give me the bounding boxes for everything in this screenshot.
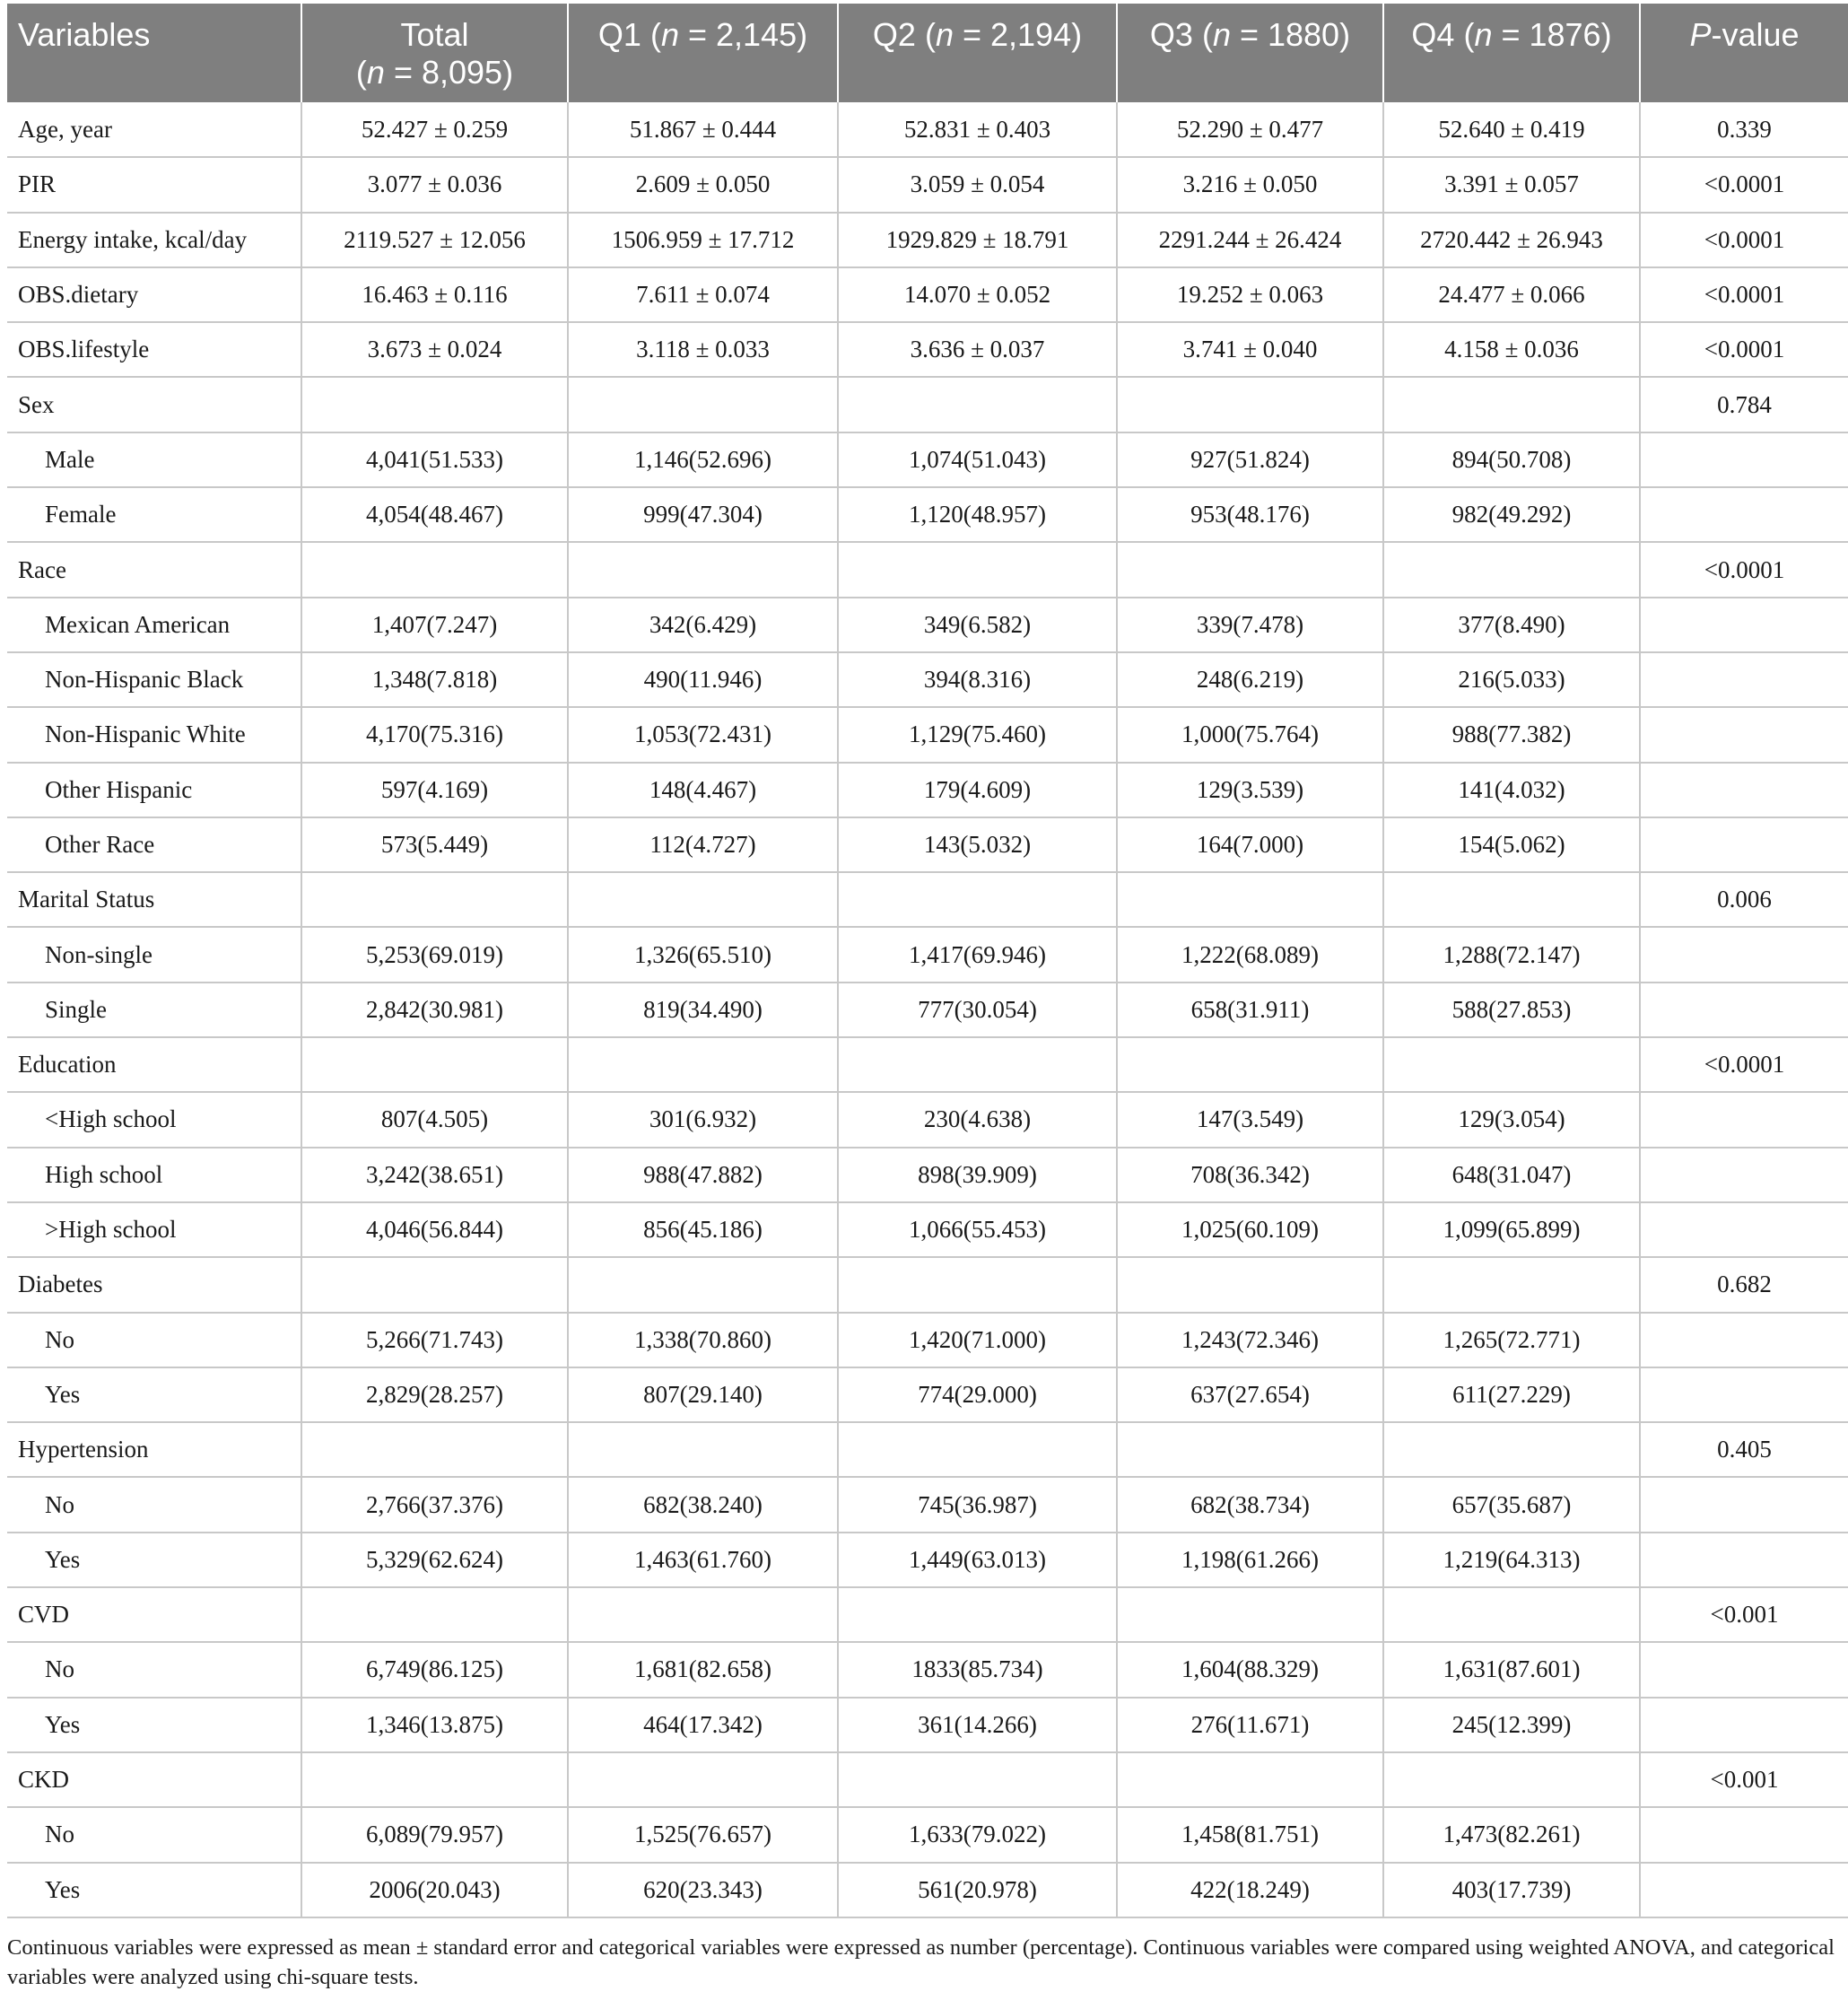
cell-q2: 1,074(51.043) xyxy=(838,432,1117,487)
cell-total xyxy=(301,377,568,432)
row-sublabel: No xyxy=(7,1642,301,1697)
cell-pvalue: <0.0001 xyxy=(1640,542,1848,597)
cell-total: 5,266(71.743) xyxy=(301,1313,568,1367)
cell-q1 xyxy=(568,1752,838,1807)
cell-q2: 1833(85.734) xyxy=(838,1642,1117,1697)
cell-q1: 1,338(70.860) xyxy=(568,1313,838,1367)
cell-q1 xyxy=(568,1037,838,1092)
cell-total: 2,829(28.257) xyxy=(301,1367,568,1422)
table-row xyxy=(7,1642,1848,1697)
row-label: CKD xyxy=(7,1752,301,1807)
cell-q4 xyxy=(1383,1587,1640,1642)
cell-q3: 1,604(88.329) xyxy=(1117,1642,1383,1697)
cell-pvalue xyxy=(1640,983,1848,1037)
header-q2 xyxy=(838,4,1117,102)
table-row xyxy=(7,1092,1848,1147)
cell-total: 597(4.169) xyxy=(301,763,568,817)
cell-q2: 230(4.638) xyxy=(838,1092,1117,1147)
header-q4-pre: Q4 ( xyxy=(1411,16,1475,53)
cell-q1 xyxy=(568,377,838,432)
row-sublabel: Yes xyxy=(7,1367,301,1422)
cell-q4 xyxy=(1383,542,1640,597)
table-row xyxy=(7,102,1848,157)
cell-q4: 141(4.032) xyxy=(1383,763,1640,817)
cell-pvalue xyxy=(1640,598,1848,652)
cell-pvalue xyxy=(1640,1313,1848,1367)
row-label: PIR xyxy=(7,157,301,212)
row-label: Marital Status xyxy=(7,872,301,927)
cell-q2 xyxy=(838,1257,1117,1312)
cell-q1 xyxy=(568,872,838,927)
cell-pvalue: <0.0001 xyxy=(1640,157,1848,212)
cell-q4: 982(49.292) xyxy=(1383,487,1640,542)
header-q2-post: = 2,194) xyxy=(953,16,1083,53)
cell-q3 xyxy=(1117,377,1383,432)
cell-q4: 24.477 ± 0.066 xyxy=(1383,267,1640,322)
table-row xyxy=(7,1037,1848,1092)
cell-q4 xyxy=(1383,872,1640,927)
row-sublabel: <High school xyxy=(7,1092,301,1147)
cell-q4: 1,473(82.261) xyxy=(1383,1807,1640,1862)
table-body xyxy=(7,102,1848,1917)
header-q4-post: = 1876) xyxy=(1492,16,1612,53)
cell-q3: 276(11.671) xyxy=(1117,1698,1383,1752)
cell-q2: 774(29.000) xyxy=(838,1367,1117,1422)
row-label: Race xyxy=(7,542,301,597)
header-q4-n-var: n xyxy=(1474,16,1493,53)
cell-total: 4,170(75.316) xyxy=(301,707,568,762)
cell-q3 xyxy=(1117,1037,1383,1092)
row-sublabel: >High school xyxy=(7,1202,301,1257)
cell-q2: 361(14.266) xyxy=(838,1698,1117,1752)
cell-total: 2,766(37.376) xyxy=(301,1477,568,1532)
table-row xyxy=(7,652,1848,707)
cell-total xyxy=(301,1587,568,1642)
cell-pvalue: <0.001 xyxy=(1640,1752,1848,1807)
cell-q3: 658(31.911) xyxy=(1117,983,1383,1037)
cell-pvalue xyxy=(1640,1863,1848,1917)
cell-q2: 52.831 ± 0.403 xyxy=(838,102,1117,157)
cell-q4: 3.391 ± 0.057 xyxy=(1383,157,1640,212)
cell-total: 1,348(7.818) xyxy=(301,652,568,707)
cell-q3: 637(27.654) xyxy=(1117,1367,1383,1422)
cell-q4: 154(5.062) xyxy=(1383,817,1640,872)
cell-total: 573(5.449) xyxy=(301,817,568,872)
row-sublabel: Female xyxy=(7,487,301,542)
cell-q4: 988(77.382) xyxy=(1383,707,1640,762)
cell-q4 xyxy=(1383,377,1640,432)
cell-pvalue xyxy=(1640,1148,1848,1202)
cell-q1: 988(47.882) xyxy=(568,1148,838,1202)
table-row xyxy=(7,1587,1848,1642)
cell-q2: 898(39.909) xyxy=(838,1148,1117,1202)
cell-total: 6,749(86.125) xyxy=(301,1642,568,1697)
cell-pvalue: <0.0001 xyxy=(1640,213,1848,267)
cell-q4: 894(50.708) xyxy=(1383,432,1640,487)
cell-q4: 657(35.687) xyxy=(1383,1477,1640,1532)
cell-q1: 1,525(76.657) xyxy=(568,1807,838,1862)
row-sublabel: Non-Hispanic White xyxy=(7,707,301,762)
cell-q3 xyxy=(1117,1257,1383,1312)
header-q3 xyxy=(1117,4,1383,102)
header-total-n-suffix: = 8,095) xyxy=(384,54,514,91)
cell-q2 xyxy=(838,1587,1117,1642)
cell-pvalue xyxy=(1640,652,1848,707)
cell-total: 3.077 ± 0.036 xyxy=(301,157,568,212)
header-variables: Variables xyxy=(7,4,301,102)
table-row xyxy=(7,1698,1848,1752)
cell-q3: 248(6.219) xyxy=(1117,652,1383,707)
cell-q4: 588(27.853) xyxy=(1383,983,1640,1037)
cell-q2 xyxy=(838,1752,1117,1807)
cell-q1: 856(45.186) xyxy=(568,1202,838,1257)
row-sublabel: No xyxy=(7,1313,301,1367)
table-row xyxy=(7,1807,1848,1862)
cell-q1: 807(29.140) xyxy=(568,1367,838,1422)
table-row xyxy=(7,817,1848,872)
cell-total: 52.427 ± 0.259 xyxy=(301,102,568,157)
cell-q1: 682(38.240) xyxy=(568,1477,838,1532)
table-row xyxy=(7,763,1848,817)
cell-pvalue xyxy=(1640,1533,1848,1587)
cell-q2: 1,066(55.453) xyxy=(838,1202,1117,1257)
table-row xyxy=(7,1202,1848,1257)
cell-total: 3.673 ± 0.024 xyxy=(301,322,568,377)
row-label: Hypertension xyxy=(7,1422,301,1477)
cell-q3: 164(7.000) xyxy=(1117,817,1383,872)
cell-total: 4,054(48.467) xyxy=(301,487,568,542)
row-sublabel: Non-Hispanic Black xyxy=(7,652,301,707)
row-label: OBS.dietary xyxy=(7,267,301,322)
cell-q4 xyxy=(1383,1257,1640,1312)
header-q2-n-var: n xyxy=(935,16,954,53)
cell-q1: 1,463(61.760) xyxy=(568,1533,838,1587)
cell-total: 2006(20.043) xyxy=(301,1863,568,1917)
table-row xyxy=(7,1422,1848,1477)
cell-total xyxy=(301,1037,568,1092)
row-sublabel: No xyxy=(7,1477,301,1532)
cell-q3: 422(18.249) xyxy=(1117,1863,1383,1917)
table-row xyxy=(7,377,1848,432)
cell-total: 2,842(30.981) xyxy=(301,983,568,1037)
cell-q1 xyxy=(568,1257,838,1312)
row-label: Age, year xyxy=(7,102,301,157)
cell-q3: 129(3.539) xyxy=(1117,763,1383,817)
table-row xyxy=(7,267,1848,322)
header-total-line1: Total xyxy=(400,16,469,53)
header-total xyxy=(301,4,568,102)
cell-q4: 1,265(72.771) xyxy=(1383,1313,1640,1367)
cell-pvalue: 0.784 xyxy=(1640,377,1848,432)
cell-total: 2119.527 ± 12.056 xyxy=(301,213,568,267)
cell-pvalue xyxy=(1640,1367,1848,1422)
header-total-n-var: n xyxy=(366,54,385,91)
table-row xyxy=(7,1313,1848,1367)
cell-total: 16.463 ± 0.116 xyxy=(301,267,568,322)
row-sublabel: Yes xyxy=(7,1698,301,1752)
cell-pvalue: 0.006 xyxy=(1640,872,1848,927)
cell-q1: 1,681(82.658) xyxy=(568,1642,838,1697)
cell-q1: 490(11.946) xyxy=(568,652,838,707)
cell-total xyxy=(301,872,568,927)
cell-pvalue xyxy=(1640,817,1848,872)
baseline-characteristics-table xyxy=(7,4,1848,1918)
table-header xyxy=(7,4,1848,102)
cell-total xyxy=(301,1422,568,1477)
row-sublabel: Yes xyxy=(7,1533,301,1587)
table-row xyxy=(7,927,1848,982)
row-sublabel: Mexican American xyxy=(7,598,301,652)
table-row xyxy=(7,157,1848,212)
cell-q3: 953(48.176) xyxy=(1117,487,1383,542)
cell-q3: 2291.244 ± 26.424 xyxy=(1117,213,1383,267)
table-row xyxy=(7,487,1848,542)
header-row xyxy=(7,4,1848,102)
cell-q2: 3.059 ± 0.054 xyxy=(838,157,1117,212)
row-sublabel: Male xyxy=(7,432,301,487)
cell-q4: 4.158 ± 0.036 xyxy=(1383,322,1640,377)
table-row xyxy=(7,983,1848,1037)
row-label: OBS.lifestyle xyxy=(7,322,301,377)
cell-q3: 19.252 ± 0.063 xyxy=(1117,267,1383,322)
cell-q4: 1,288(72.147) xyxy=(1383,927,1640,982)
cell-q3 xyxy=(1117,872,1383,927)
cell-q3: 1,025(60.109) xyxy=(1117,1202,1383,1257)
cell-q1 xyxy=(568,542,838,597)
cell-q3: 147(3.549) xyxy=(1117,1092,1383,1147)
header-q2-pre: Q2 ( xyxy=(872,16,936,53)
cell-q2: 745(36.987) xyxy=(838,1477,1117,1532)
cell-q3: 3.216 ± 0.050 xyxy=(1117,157,1383,212)
cell-q2: 1,120(48.957) xyxy=(838,487,1117,542)
cell-q2: 1,633(79.022) xyxy=(838,1807,1117,1862)
header-q3-pre: Q3 ( xyxy=(1149,16,1213,53)
cell-q2: 1,449(63.013) xyxy=(838,1533,1117,1587)
cell-total: 807(4.505) xyxy=(301,1092,568,1147)
table-row xyxy=(7,707,1848,762)
cell-q1: 464(17.342) xyxy=(568,1698,838,1752)
cell-pvalue xyxy=(1640,707,1848,762)
cell-pvalue: 0.682 xyxy=(1640,1257,1848,1312)
cell-q4: 216(5.033) xyxy=(1383,652,1640,707)
cell-q3: 927(51.824) xyxy=(1117,432,1383,487)
cell-q4: 52.640 ± 0.419 xyxy=(1383,102,1640,157)
cell-q3 xyxy=(1117,542,1383,597)
row-sublabel: Other Race xyxy=(7,817,301,872)
cell-total: 6,089(79.957) xyxy=(301,1807,568,1862)
cell-total: 5,329(62.624) xyxy=(301,1533,568,1587)
cell-q1 xyxy=(568,1422,838,1477)
cell-pvalue: <0.0001 xyxy=(1640,322,1848,377)
row-sublabel: Non-single xyxy=(7,927,301,982)
cell-q2 xyxy=(838,1037,1117,1092)
cell-total xyxy=(301,1257,568,1312)
cell-q4: 648(31.047) xyxy=(1383,1148,1640,1202)
cell-q4: 245(12.399) xyxy=(1383,1698,1640,1752)
cell-q4 xyxy=(1383,1422,1640,1477)
header-q3-post: = 1880) xyxy=(1230,16,1351,53)
cell-pvalue xyxy=(1640,1807,1848,1862)
cell-q1: 2.609 ± 0.050 xyxy=(568,157,838,212)
cell-q4: 1,099(65.899) xyxy=(1383,1202,1640,1257)
cell-q4: 129(3.054) xyxy=(1383,1092,1640,1147)
cell-q1: 3.118 ± 0.033 xyxy=(568,322,838,377)
cell-pvalue xyxy=(1640,1202,1848,1257)
cell-q4: 377(8.490) xyxy=(1383,598,1640,652)
cell-q3 xyxy=(1117,1587,1383,1642)
table-row xyxy=(7,1533,1848,1587)
cell-q3: 1,243(72.346) xyxy=(1117,1313,1383,1367)
header-pvalue xyxy=(1640,4,1848,102)
cell-q2: 3.636 ± 0.037 xyxy=(838,322,1117,377)
cell-pvalue xyxy=(1640,432,1848,487)
cell-total: 3,242(38.651) xyxy=(301,1148,568,1202)
table-row xyxy=(7,598,1848,652)
cell-pvalue: <0.001 xyxy=(1640,1587,1848,1642)
cell-q1: 1,326(65.510) xyxy=(568,927,838,982)
header-q1-n-var: n xyxy=(660,16,679,53)
cell-total: 1,407(7.247) xyxy=(301,598,568,652)
header-total-line2 xyxy=(311,54,558,92)
header-pvalue-p: P xyxy=(1689,16,1712,53)
cell-q2 xyxy=(838,1422,1117,1477)
table-row xyxy=(7,213,1848,267)
cell-pvalue: 0.339 xyxy=(1640,102,1848,157)
table-row xyxy=(7,1257,1848,1312)
cell-q2 xyxy=(838,377,1117,432)
cell-q4: 1,631(87.601) xyxy=(1383,1642,1640,1697)
table-row xyxy=(7,1148,1848,1202)
cell-q1: 1,053(72.431) xyxy=(568,707,838,762)
cell-pvalue xyxy=(1640,763,1848,817)
cell-q3: 339(7.478) xyxy=(1117,598,1383,652)
cell-q1 xyxy=(568,1587,838,1642)
cell-q2: 179(4.609) xyxy=(838,763,1117,817)
cell-q2: 394(8.316) xyxy=(838,652,1117,707)
cell-q3: 708(36.342) xyxy=(1117,1148,1383,1202)
cell-q3: 1,000(75.764) xyxy=(1117,707,1383,762)
table-row xyxy=(7,872,1848,927)
cell-pvalue: 0.405 xyxy=(1640,1422,1848,1477)
cell-q2: 1,420(71.000) xyxy=(838,1313,1117,1367)
cell-q3: 1,222(68.089) xyxy=(1117,927,1383,982)
cell-pvalue xyxy=(1640,1698,1848,1752)
row-sublabel: Other Hispanic xyxy=(7,763,301,817)
cell-total: 5,253(69.019) xyxy=(301,927,568,982)
cell-pvalue xyxy=(1640,1092,1848,1147)
cell-q2: 777(30.054) xyxy=(838,983,1117,1037)
row-sublabel: No xyxy=(7,1807,301,1862)
row-sublabel: Single xyxy=(7,983,301,1037)
row-label: Energy intake, kcal/day xyxy=(7,213,301,267)
cell-q3 xyxy=(1117,1752,1383,1807)
cell-q2: 1,417(69.946) xyxy=(838,927,1117,982)
cell-q3: 682(38.734) xyxy=(1117,1477,1383,1532)
cell-pvalue: <0.0001 xyxy=(1640,1037,1848,1092)
cell-pvalue xyxy=(1640,487,1848,542)
cell-pvalue xyxy=(1640,1642,1848,1697)
cell-pvalue xyxy=(1640,927,1848,982)
header-q3-n-var: n xyxy=(1212,16,1231,53)
cell-total xyxy=(301,542,568,597)
header-q4 xyxy=(1383,4,1640,102)
cell-q4 xyxy=(1383,1752,1640,1807)
cell-q4: 403(17.739) xyxy=(1383,1863,1640,1917)
cell-total: 4,041(51.533) xyxy=(301,432,568,487)
cell-q3: 1,458(81.751) xyxy=(1117,1807,1383,1862)
cell-pvalue xyxy=(1640,1477,1848,1532)
cell-q2: 14.070 ± 0.052 xyxy=(838,267,1117,322)
cell-q1: 1,146(52.696) xyxy=(568,432,838,487)
cell-q1: 620(23.343) xyxy=(568,1863,838,1917)
cell-q4: 611(27.229) xyxy=(1383,1367,1640,1422)
cell-total xyxy=(301,1752,568,1807)
table-row xyxy=(7,432,1848,487)
cell-q1: 51.867 ± 0.444 xyxy=(568,102,838,157)
cell-q1: 7.611 ± 0.074 xyxy=(568,267,838,322)
cell-q4: 1,219(64.313) xyxy=(1383,1533,1640,1587)
cell-q2 xyxy=(838,542,1117,597)
row-label: Diabetes xyxy=(7,1257,301,1312)
header-q1 xyxy=(568,4,838,102)
cell-q1: 148(4.467) xyxy=(568,763,838,817)
header-total-n-prefix: ( xyxy=(355,54,367,91)
cell-q1: 301(6.932) xyxy=(568,1092,838,1147)
cell-q4: 2720.442 ± 26.943 xyxy=(1383,213,1640,267)
cell-pvalue: <0.0001 xyxy=(1640,267,1848,322)
cell-q3: 3.741 ± 0.040 xyxy=(1117,322,1383,377)
cell-q1: 1506.959 ± 17.712 xyxy=(568,213,838,267)
cell-q1: 999(47.304) xyxy=(568,487,838,542)
cell-q2: 143(5.032) xyxy=(838,817,1117,872)
table-row xyxy=(7,1477,1848,1532)
cell-q2: 1,129(75.460) xyxy=(838,707,1117,762)
table-row xyxy=(7,1752,1848,1807)
table-row xyxy=(7,1863,1848,1917)
header-q1-pre: Q1 ( xyxy=(597,16,661,53)
cell-q2: 349(6.582) xyxy=(838,598,1117,652)
row-label: Sex xyxy=(7,377,301,432)
cell-q2 xyxy=(838,872,1117,927)
row-label: Education xyxy=(7,1037,301,1092)
row-sublabel: High school xyxy=(7,1148,301,1202)
cell-total: 4,046(56.844) xyxy=(301,1202,568,1257)
header-pvalue-rest: -value xyxy=(1711,16,1800,53)
cell-total: 1,346(13.875) xyxy=(301,1698,568,1752)
cell-q3: 1,198(61.266) xyxy=(1117,1533,1383,1587)
header-q1-post: = 2,145) xyxy=(678,16,808,53)
cell-q3 xyxy=(1117,1422,1383,1477)
cell-q2: 561(20.978) xyxy=(838,1863,1117,1917)
row-sublabel: Yes xyxy=(7,1863,301,1917)
cell-q2: 1929.829 ± 18.791 xyxy=(838,213,1117,267)
table-footnote: Continuous variables were expressed as mean ± standard error and categorical variables were expressed as number (percentage). Continuous variables were compared using weighted ANOVA, and categorical variables were analyzed using chi-square tests. xyxy=(7,1935,1835,1989)
cell-q1: 819(34.490) xyxy=(568,983,838,1037)
table-row xyxy=(7,542,1848,597)
table-row xyxy=(7,1367,1848,1422)
cell-q3: 52.290 ± 0.477 xyxy=(1117,102,1383,157)
table-row xyxy=(7,322,1848,377)
row-label: CVD xyxy=(7,1587,301,1642)
cell-q4 xyxy=(1383,1037,1640,1092)
cell-q1: 342(6.429) xyxy=(568,598,838,652)
cell-q1: 112(4.727) xyxy=(568,817,838,872)
